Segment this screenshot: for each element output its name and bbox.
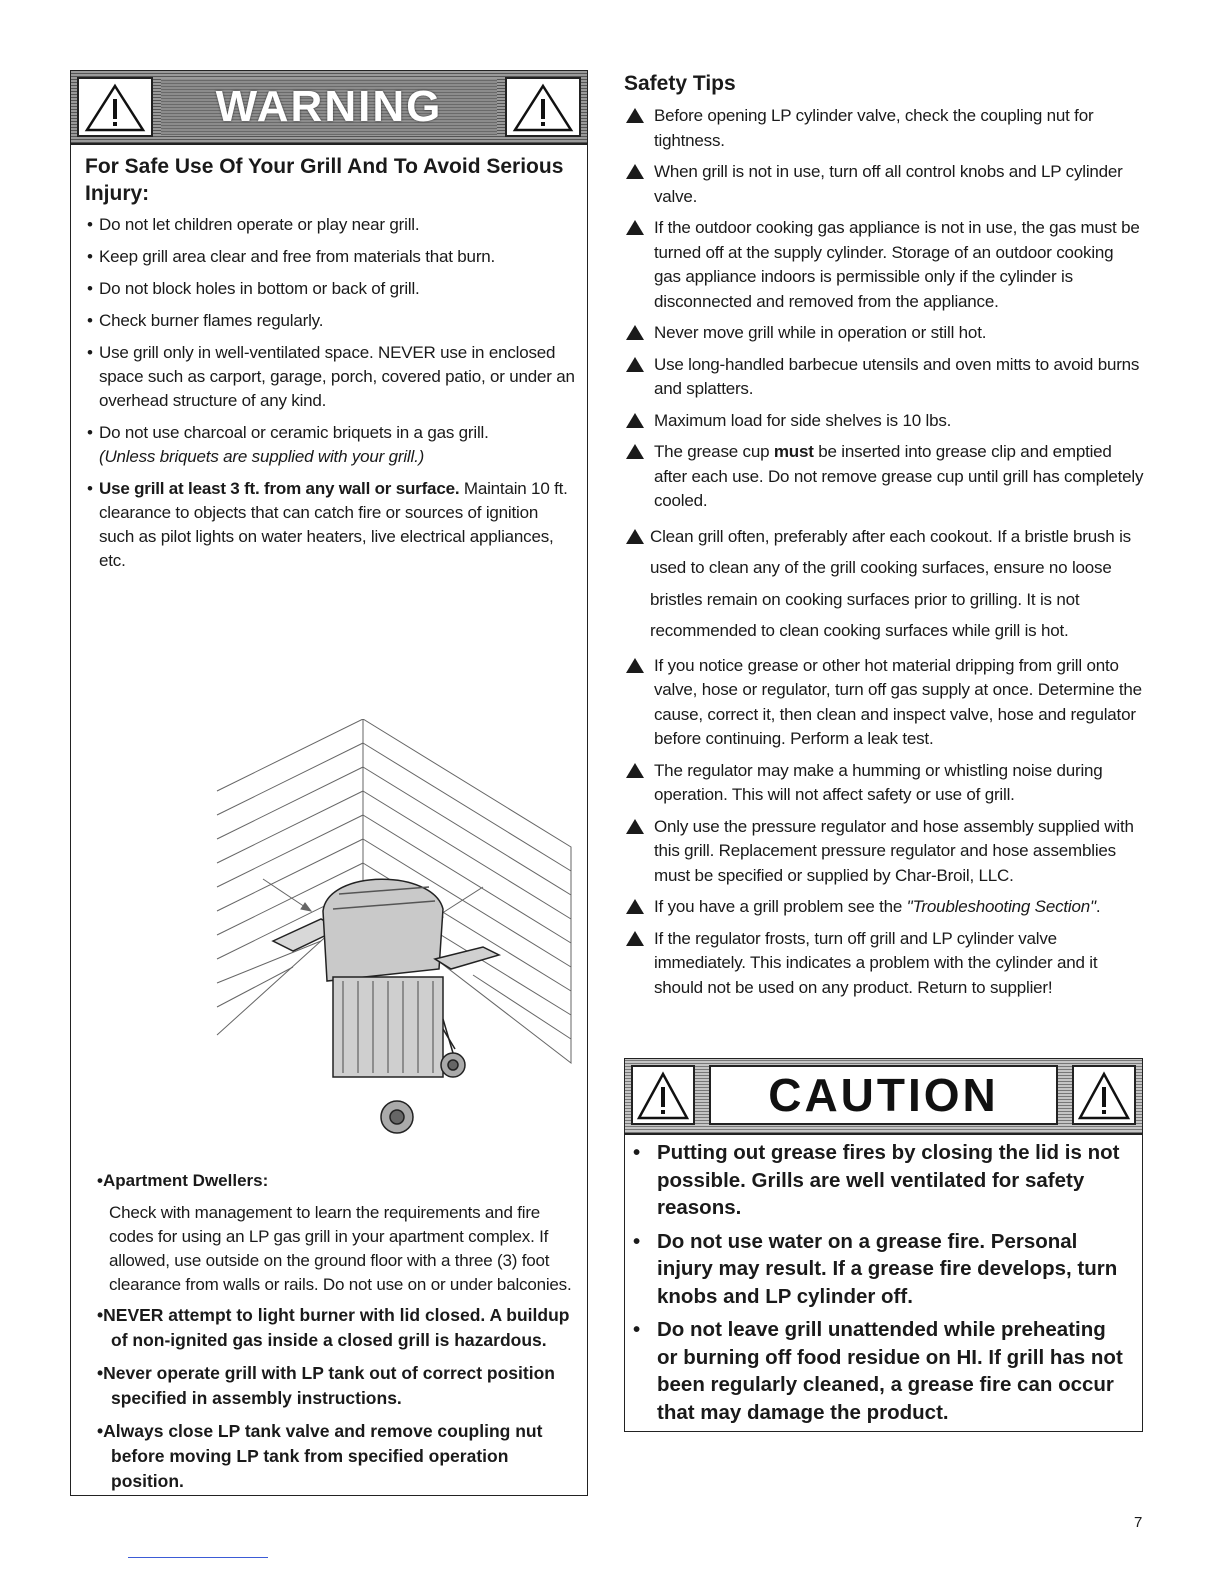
list-item: • Do not leave grill unattended while preheating or burning off food residue on HI. If grill has not been regularly cleaned, a grease fire can occur that may damage the product. xyxy=(633,1318,1123,1424)
list-item: If you have a grill problem see the "Troubleshooting Section". xyxy=(624,895,1144,920)
list-item: • Use grill only in well-ventilated space. NEVER use in enclosed space such as carport, garage, porch, covered patio, or under an overhead structure of any kind. xyxy=(87,343,575,410)
safety-tips-title: Safety Tips xyxy=(624,72,736,95)
warning-bold-list xyxy=(83,1303,575,1494)
triangle-bullet-icon xyxy=(626,658,644,673)
list-item: •NEVER attempt to light burner with lid closed. A buildup of non-ignited gas inside a closed grill is hazardous. xyxy=(97,1305,570,1350)
warning-triangle-icon-left xyxy=(77,77,153,137)
list-item: If you notice grease or other hot material dripping from grill onto valve, hose or regulator, turn off gas supply at once. Determine the cause, correct it, then clean and inspect valve, hose and regulator before continuing. Perform a leak test. xyxy=(624,654,1144,752)
warning-content xyxy=(83,153,575,581)
list-item: • Do not use charcoal or ceramic briquets in a gas grill. (Unless briquets are supplied with your grill.) xyxy=(87,423,489,466)
grill-clearance-illustration xyxy=(143,719,577,1139)
caution-triangle-icon-right xyxy=(1072,1065,1136,1125)
warning-triangle-icon-right xyxy=(505,77,581,137)
list-item: • Putting out grease fires by closing the lid is not possible. Grills are well ventilated for safety reasons. xyxy=(633,1141,1120,1219)
caution-list xyxy=(633,1139,1130,1432)
caution-box xyxy=(624,1058,1143,1432)
list-item: If the outdoor cooking gas appliance is not in use, the gas must be turned off at the supply cylinder. Storage of an outdoor cooking gas appliance indoors is permissible only if the cylinder is disconnected and removed from the appliance. xyxy=(624,216,1144,314)
triangle-bullet-icon xyxy=(626,108,644,123)
page-number: 7 xyxy=(1134,1514,1143,1531)
list-item: Use long-handled barbecue utensils and oven mitts to avoid burns and splatters. xyxy=(624,353,1144,402)
list-item: The grease cup must be inserted into grease clip and emptied after each use. Do not remove grease cup until grill has completely cooled. xyxy=(624,440,1144,514)
safety-tips-list xyxy=(624,104,1144,1000)
warning-banner xyxy=(71,71,587,145)
warning-box xyxy=(70,70,588,1496)
list-item: • Keep grill area clear and free from materials that burn. xyxy=(87,247,496,266)
list-item: •Always close LP tank valve and remove coupling nut before moving LP tank from specified operation position. xyxy=(97,1421,543,1491)
list-item: Clean grill often, preferably after each cookout. If a bristle brush is used to clean any of the grill cooking surfaces, ensure no loose bristles remain on cooking surfaces prior to grilling. It is not recommended to clean cooking surfaces while grill is hot. xyxy=(624,521,1144,647)
caution-title: CAUTION xyxy=(709,1065,1058,1125)
warning-heading: For Safe Use Of Your Grill And To Avoid Serious Injury: xyxy=(85,155,564,205)
list-item: If the regulator frosts, turn off grill and LP cylinder valve immediately. This indicates a problem with the cylinder and it should not be used on any product. Return to supplier! xyxy=(624,927,1144,1001)
triangle-bullet-icon xyxy=(626,444,644,459)
caution-banner xyxy=(625,1059,1142,1135)
list-item: Maximum load for side shelves is 10 lbs. xyxy=(624,409,1144,434)
list-item: • Do not use water on a grease fire. Personal injury may result. If a grease fire develops, turn knobs and LP cylinder off. xyxy=(633,1229,1118,1308)
list-item: • Check burner flames regularly. xyxy=(87,311,324,330)
list-item: Before opening LP cylinder valve, check the coupling nut for tightness. xyxy=(624,104,1144,153)
list-item: • Do not block holes in bottom or back of grill. xyxy=(87,279,420,298)
warning-title: WARNING xyxy=(161,79,497,135)
list-item: •Never operate grill with LP tank out of correct position specified in assembly instructions. xyxy=(97,1363,555,1408)
list-item: Only use the pressure regulator and hose assembly supplied with this grill. Replacement pressure regulator and hose assemblies must be specified or supplied by Char-Broil, LLC. xyxy=(624,815,1144,889)
caution-triangle-icon-left xyxy=(631,1065,695,1125)
warning-list xyxy=(83,213,575,573)
apartment-text: Check with management to learn the requirements and fire codes for using an LP gas grill in your apartment complex. If allowed, use outside on the ground floor with a three (3) foot clearance from walls or rails. Do not use on or under balconies. xyxy=(109,1203,572,1294)
triangle-bullet-icon xyxy=(626,357,644,372)
triangle-bullet-icon xyxy=(626,529,644,544)
charcoal-note: (Unless briquets are supplied with your grill.) xyxy=(99,447,425,466)
warning-lower xyxy=(83,1169,575,1502)
triangle-bullet-icon xyxy=(626,931,644,946)
list-item: • Do not let children operate or play near grill. xyxy=(87,215,420,234)
list-item: When grill is not in use, turn off all control knobs and LP cylinder valve. xyxy=(624,160,1144,209)
triangle-bullet-icon xyxy=(626,819,644,834)
triangle-bullet-icon xyxy=(626,164,644,179)
triangle-bullet-icon xyxy=(626,220,644,235)
triangle-bullet-icon xyxy=(626,763,644,778)
list-item: • Use grill at least 3 ft. from any wall or surface. Maintain 10 ft. clearance to objects that can catch fire or sources of ignition such as pilot lights on water heaters, live electrical appliances, etc. xyxy=(87,479,568,570)
triangle-bullet-icon xyxy=(626,899,644,914)
triangle-bullet-icon xyxy=(626,413,644,428)
footer-divider xyxy=(128,1557,268,1558)
list-item: Never move grill while in operation or still hot. xyxy=(624,321,1144,346)
list-item: The regulator may make a humming or whistling noise during operation. This will not affect safety or use of grill. xyxy=(624,759,1144,808)
apartment-heading: •Apartment Dwellers: xyxy=(97,1171,269,1190)
triangle-bullet-icon xyxy=(626,325,644,340)
safety-tips xyxy=(624,72,1144,1007)
